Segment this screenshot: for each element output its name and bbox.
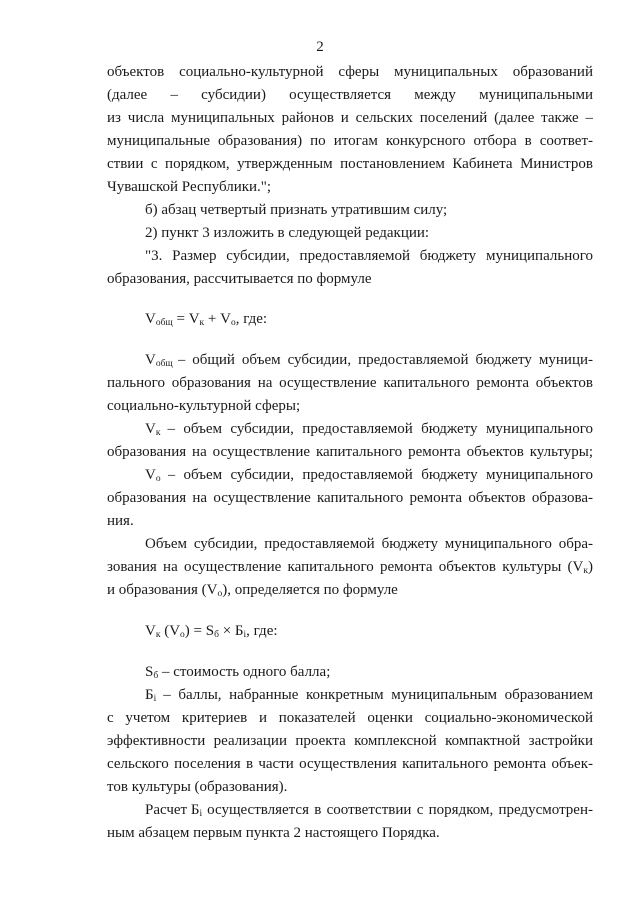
- text-line: б) абзац четвертый признать утратившим силу;: [145, 202, 448, 218]
- definition-line: $V_{общ}$ – общий объем субсидии, предоставляемой бюджету муници-: [145, 352, 593, 369]
- text-line: эффективности реализации проекта комплексной компактной застройки: [107, 733, 593, 749]
- text-line: ным абзацем первым пункта 2 настоящего Порядка.: [107, 825, 440, 841]
- definition-line: $V_к$ – объем субсидии, предоставляемой бюджету муниципального: [145, 421, 593, 438]
- text-line: из числа муниципальных районов и сельских поселений (далее также –: [107, 110, 593, 126]
- text-line: Расчет $Б_i$ осуществляется в соответствии с порядком, предусмотрен-: [145, 802, 593, 819]
- text-line: образования на осуществление капитального ремонта объектов образова-: [107, 490, 593, 506]
- definition-line: $S_б$ – стоимость одного балла;: [145, 664, 331, 681]
- text-line: "3. Размер субсидии, предоставляемой бюджету муниципального: [145, 248, 593, 264]
- formula-total: $V_{общ} = V_к + V_о$, где:: [145, 311, 268, 328]
- text-line: сельского поселения в части осуществления капитального ремонта объек-: [107, 756, 593, 772]
- text-line: ствии с порядком, утвержденным постановлением Кабинета Министров: [107, 156, 593, 172]
- text-line: муниципальные образования) по итогам конкурсного отбора в соответ-: [107, 133, 593, 149]
- definition-line: $Б_i$ – баллы, набранные конкретным муниципальным образованием: [145, 687, 593, 704]
- text-line: (далее – субсидии) осуществляется между муниципальными: [107, 87, 593, 103]
- text-line: образования на осуществление капитального ремонта объектов культуры;: [107, 444, 593, 460]
- text-line: ния.: [107, 513, 134, 529]
- text-line: с учетом критериев и показателей оценки социально-экономической: [107, 710, 593, 726]
- page-number: 2: [316, 39, 324, 55]
- text-line: Чувашской Республики.";: [107, 179, 272, 195]
- text-line: социально-культурной сферы;: [107, 398, 301, 414]
- text-line: тов культуры (образования).: [107, 779, 288, 795]
- text-line: 2) пункт 3 изложить в следующей редакции:: [145, 225, 430, 241]
- text-line: образования, рассчитывается по формуле: [107, 271, 372, 287]
- text-line: Объем субсидии, предоставляемой бюджету муниципального обра-: [145, 536, 593, 552]
- text-line: пального образования на осуществление капитального ремонта объектов: [107, 375, 593, 391]
- text-line: объектов социально-культурной сферы муниципальных образований: [107, 64, 593, 80]
- text-line: и образования $(V_о)$, определяется по формуле: [107, 582, 398, 599]
- text-line: зования на осуществление капитального ремонта объектов культуры (V $_к$): [107, 559, 593, 576]
- definition-line: $V_о$ – объем субсидии, предоставляемой бюджету муниципального: [145, 467, 593, 484]
- formula-subsidy: $V_к$ $(V_о) = S_б \times Б_i$, где:: [145, 623, 278, 640]
